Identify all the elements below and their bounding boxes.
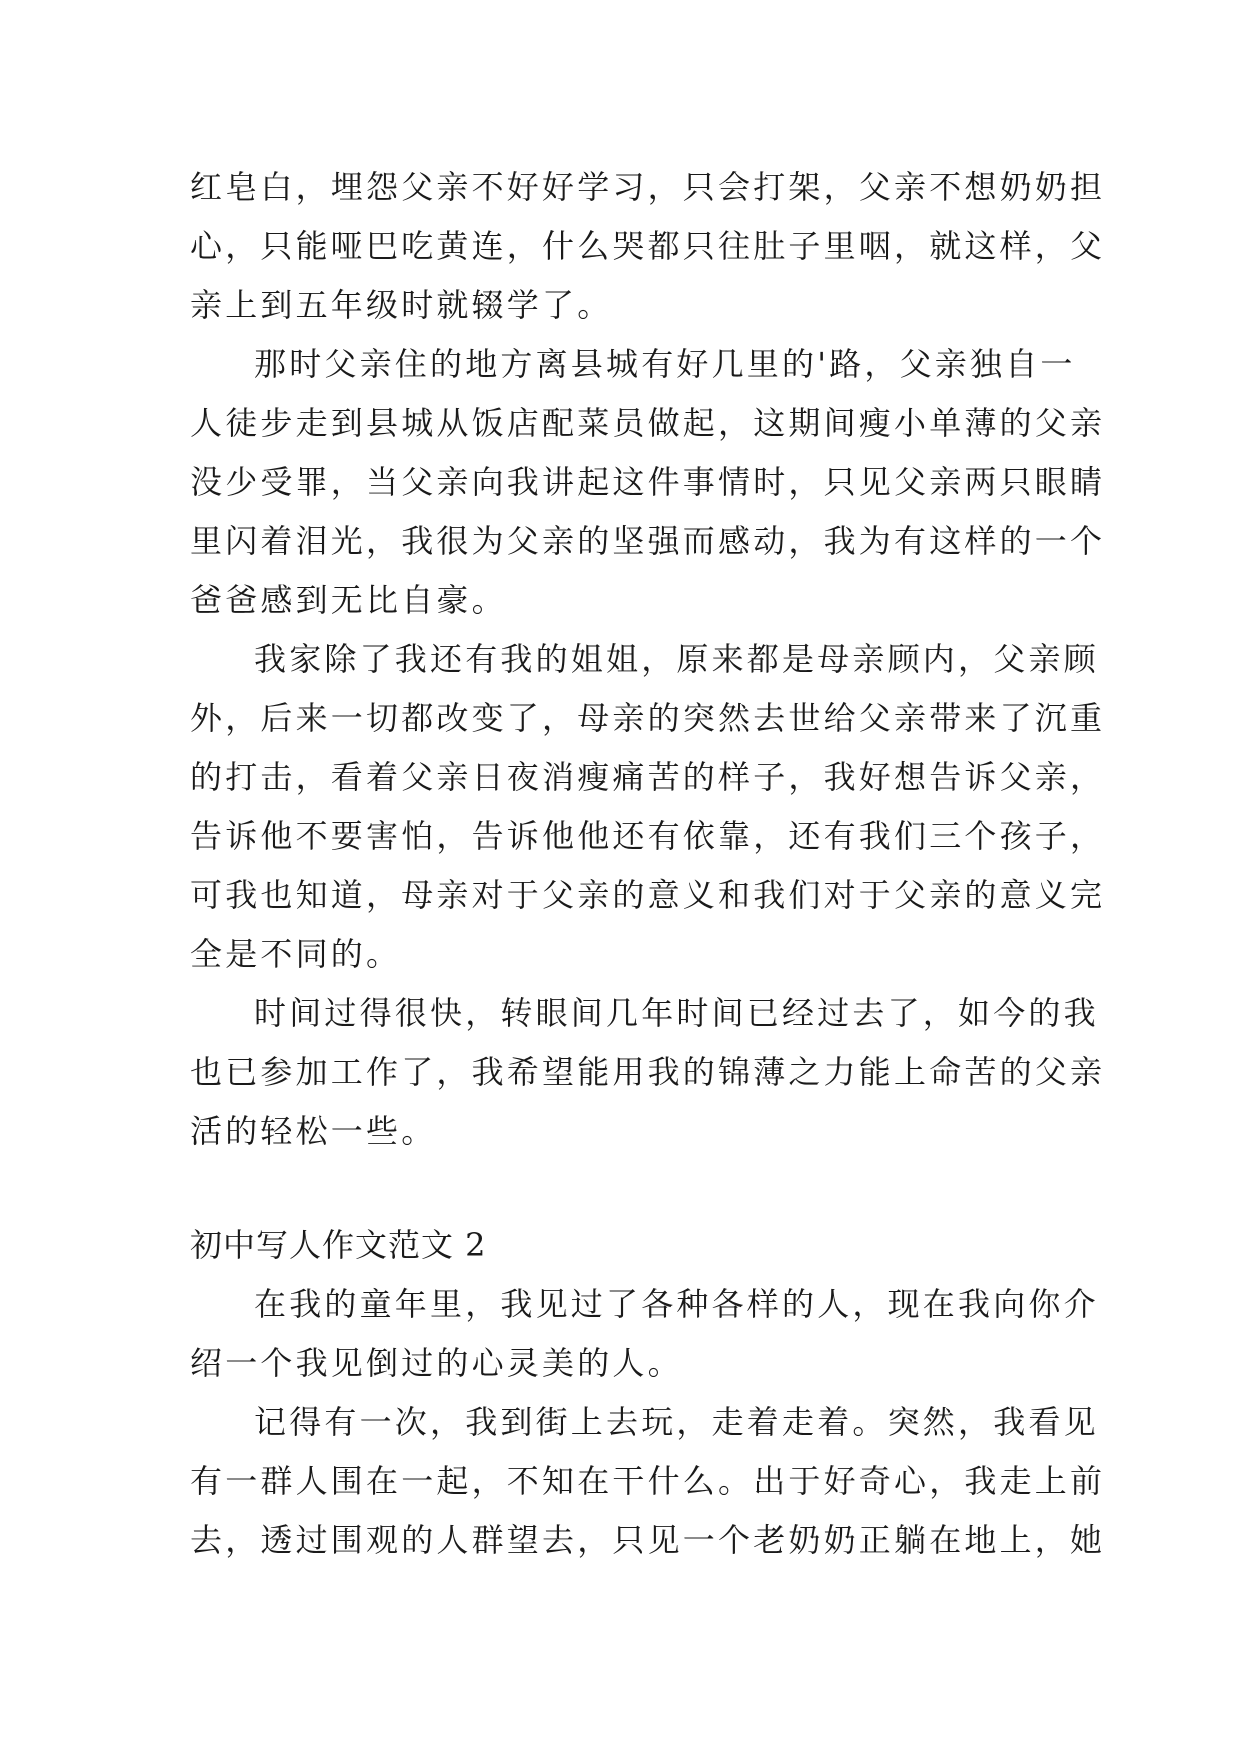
text-line: 去，透过围观的人群望去，只见一个老奶奶正躺在地上，她 bbox=[190, 1521, 1106, 1559]
text-line: 可我也知道，母亲对于父亲的意义和我们对于父亲的意义完 bbox=[190, 876, 1106, 914]
text-line: 告诉他不要害怕，告诉他他还有依靠，还有我们三个孩子， bbox=[190, 817, 1106, 855]
text-line: 活的轻松一些。 bbox=[190, 1112, 437, 1150]
paragraph-start-line: 我家除了我还有我的姐姐，原来都是母亲顾内，父亲顾 bbox=[254, 640, 1099, 678]
text-line: 也已参加工作了，我希望能用我的锦薄之力能上命苦的父亲 bbox=[190, 1053, 1106, 1091]
paragraph-start-line: 记得有一次，我到街上去玩，走着走着。突然，我看见 bbox=[254, 1403, 1099, 1441]
text-line: 绍一个我见倒过的心灵美的人。 bbox=[190, 1344, 683, 1382]
text-line: 亲上到五年级时就辍学了。 bbox=[190, 286, 613, 324]
text-line: 全是不同的。 bbox=[190, 935, 402, 973]
text-line: 有一群人围在一起，不知在干什么。出于好奇心，我走上前 bbox=[190, 1462, 1106, 1500]
text-line: 爸爸感到无比自豪。 bbox=[190, 581, 507, 619]
text-line: 红皂白，埋怨父亲不好好学习，只会打架，父亲不想奶奶担 bbox=[190, 168, 1106, 206]
text-line: 人徒步走到县城从饭店配菜员做起，这期间瘦小单薄的父亲 bbox=[190, 404, 1106, 442]
paragraph-start-line: 在我的童年里，我见过了各种各样的人，现在我向你介 bbox=[254, 1285, 1099, 1323]
paragraph-start-line: 时间过得很快，转眼间几年时间已经过去了，如今的我 bbox=[254, 994, 1099, 1032]
text-line: 的打击，看着父亲日夜消瘦痛苦的样子，我好想告诉父亲， bbox=[190, 758, 1106, 796]
section-heading: 初中写人作文范文 2 bbox=[190, 1226, 487, 1264]
paragraph-start-line: 那时父亲住的地方离县城有好几里的'路，父亲独自一 bbox=[254, 345, 1076, 383]
text-line: 外，后来一切都改变了，母亲的突然去世给父亲带来了沉重 bbox=[190, 699, 1106, 737]
text-line: 心，只能哑巴吃黄连，什么哭都只往肚子里咽，就这样，父 bbox=[190, 227, 1106, 265]
text-line: 里闪着泪光，我很为父亲的坚强而感动，我为有这样的一个 bbox=[190, 522, 1106, 560]
text-line: 没少受罪，当父亲向我讲起这件事情时，只见父亲两只眼睛 bbox=[190, 463, 1106, 501]
